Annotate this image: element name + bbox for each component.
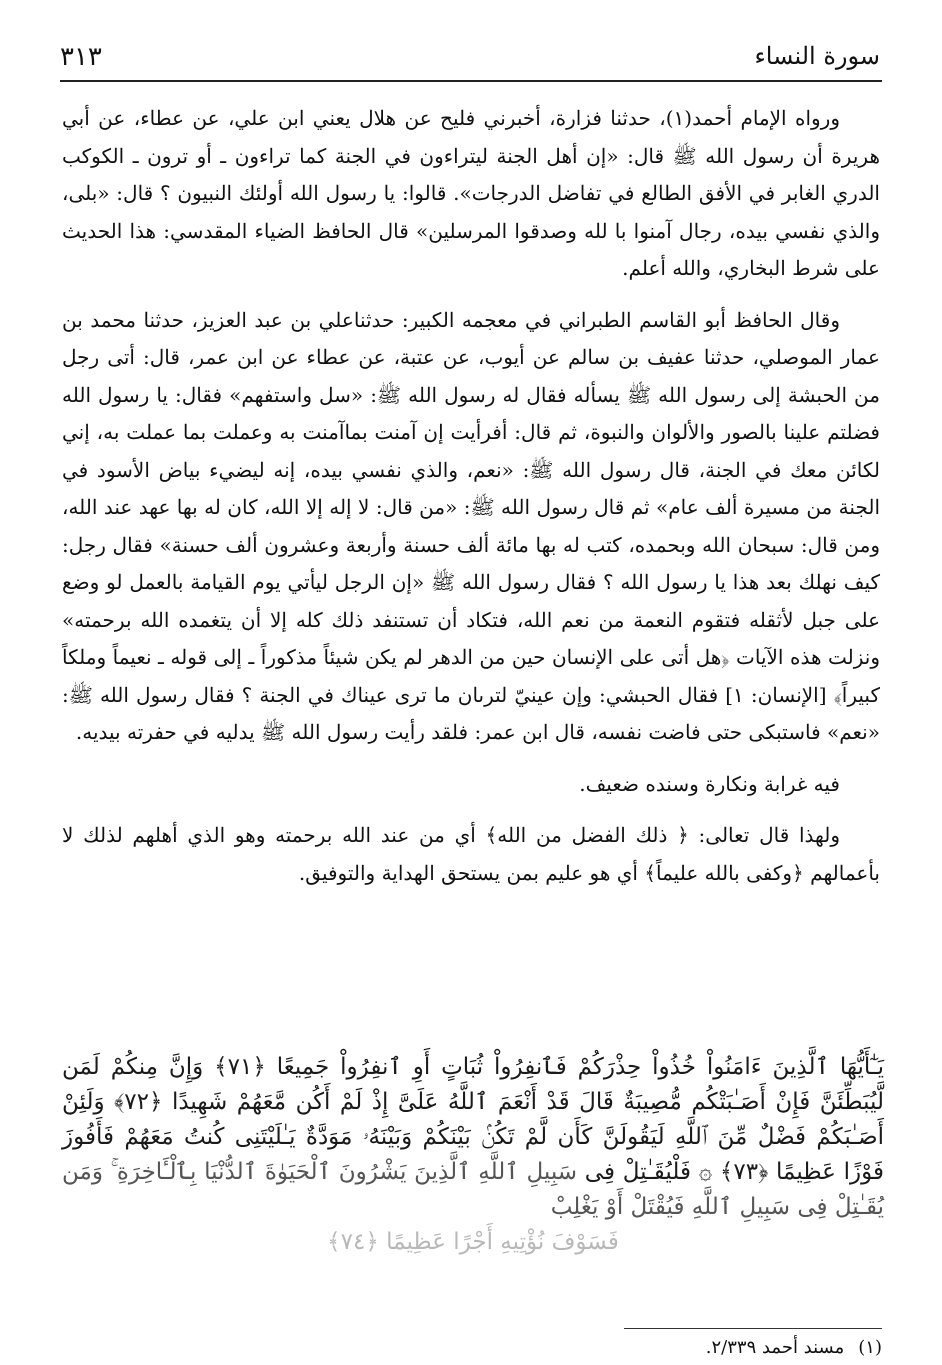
quran-verses-main: يَـٰٓأَيُّهَا ٱلَّذِينَ ءَامَنُواْ خُذُواْ حِذْرَكُمْ فَٱنفِرُواْ ثُبَاتٍ أَوِ ٱنفِرُواْ جَمِيعًا ﴿٧١﴾ وَإِنَّ مِنكُمْ لَمَن لَّيُبَطِّئَنَّ فَإِنْ أَصَـٰبَتْكُم مُّصِيبَةٌ قَالَ قَدْ أَنْعَمَ ٱللَّهُ عَلَىَّ إِذْ لَمْ أَكُن مَّعَهُمْ شَهِيدًا ﴿٧٢﴾ وَلَئِنْ أَصَـٰبَكُمْ فَضْلٌ مِّنَ ٱللَّهِ لَيَقُولَنَّ كَأَن لَّمْ تَكُنۢ بَيْنَكُمْ وَبَيْنَهُۥ مَوَدَّةٌ يَـٰلَيْتَنِى كُنتُ مَعَهُمْ فَأَفُوزَ فَوْزًا عَظِيمًا ﴿٧٣﴾ ۞ فَلْيُقَـٰتِلْ فِى xyxy=(62,1054,884,1185)
quran-verses-faded: سَبِيلِ ٱللَّهِ ٱلَّذِينَ يَشْرُونَ ٱلْحَيَوٰةَ ٱلدُّنْيَا بِٱلْـَٔاخِرَةِ ۚ وَمَن يُقَـٰتِلْ فِى سَبِيلِ ٱللَّهِ فَيُقْتَلْ أَوْ يَغْلِبْ xyxy=(62,1159,884,1220)
footnote xyxy=(600,1337,882,1359)
footnote-marker: (١) xyxy=(858,1337,882,1358)
quran-verses-block xyxy=(62,1050,884,1260)
paragraph-tabarani-narration: وقال الحافظ أبو القاسم الطبراني في معجمه الكبير: حدثناعلي بن عبد العزيز، حدثنا محمد بن عمار الموصلي، حدثنا عفيف بن سالم عن أيوب، عن عتبة، عن عطاء عن ابن عمر، قال: أتى رجل من الحبشة إلى رسول الله ﷺ يسأله فقال له رسول الله ﷺ: «سل واستفهم» فقال: يا رسول الله فضلتم علينا بالصور والألوان والنبوة، ثم قال: أفرأيت إن آمنت بماآمنت به وعملت بما عملت به، إني لكائن معك في الجنة، قال رسول الله ﷺ: «نعم، والذي نفسي بيده، إنه ليضيء بياض الأسود في الجنة من مسيرة ألف عام» ثم قال رسول الله ﷺ: «من قال: لا إله إلا الله، كان له بها عهد عند الله، ومن قال: سبحان الله وبحمده، كتب له بها مائة ألف حسنة وأربعة وعشرون ألف حسنة» فقال رجل: كيف نهلك بعد هذا يا رسول الله ؟ فقال رسول الله ﷺ «إن الرجل ليأتي يوم القيامة بالعمل لو وضع على جبل لأثقله فتقوم النعمة من نعم الله، فتكاد أن تستنفد ذلك كله إلا أن يتغمده الله برحمته» ونزلت هذه الآيات ﴿هل أتى على الإنسان حين من الدهر لم يكن شيئاً مذكوراً ـ إلى قوله ـ نعيماً وملكاً كبيراً﴾ [الإنسان: ١] فقال الحبشي: وإن عينيّ لترىان ما ترى عيناك في الجنة ؟ فقال رسول الله ﷺ: «نعم» فاستبكى حتى فاضت نفسه، قال ابن عمر: فلقد رأيت رسول الله ﷺ يدليه في حفرته بيديه. xyxy=(62,307,881,744)
header-divider xyxy=(60,80,882,82)
page-header xyxy=(60,30,880,76)
paragraph-commentary: ولهذا قال تعالى: ﴿ ذلك الفضل من الله﴾ أي من عند الله برحمته وهو الذي أهلهم لذلك لا بأعمالهم ﴿وكفى بالله عليماً﴾ أي هو عليم بمن يستحق الهداية والتوفيق. xyxy=(62,823,880,885)
quran-verses-last-line: فَسَوْفَ نُؤْتِيهِ أَجْرًا عَظِيمًا ﴿٧٤﴾ xyxy=(327,1229,619,1255)
footnote-text: مسند أحمد ٢/٣٣٩. xyxy=(705,1337,845,1358)
surah-title: سورة النساء xyxy=(754,42,880,70)
paragraph-ahmad-narration: ورواه الإمام أحمد(١)، حدثنا فزارة، أخبرني فليح عن هلال يعني ابن علي، عن عطاء، عن أبي هريرة أن رسول الله ﷺ قال: «إن أهل الجنة ليتراءون في الجنة كما تراءون ـ أو ترون ـ الكوكب الدري الغابر في الأفق الطالع في تفاضل الدرجات». قالوا: يا رسول الله أولئك النبيون ؟ قال: «بلى، والذي نفسي بيده، رجال آمنوا با لله وصدقوا المرسلين» قال الحافظ الضياء المقدسي: هذا الحديث على شرط البخاري، والله أعلم. xyxy=(62,106,880,280)
footnote-divider xyxy=(624,1328,882,1329)
tafsir-body xyxy=(62,100,880,892)
paragraph-grading: فيه غرابة ونكارة وسنده ضعيف. xyxy=(579,771,840,796)
page-number: ٣١٣ xyxy=(60,42,102,72)
